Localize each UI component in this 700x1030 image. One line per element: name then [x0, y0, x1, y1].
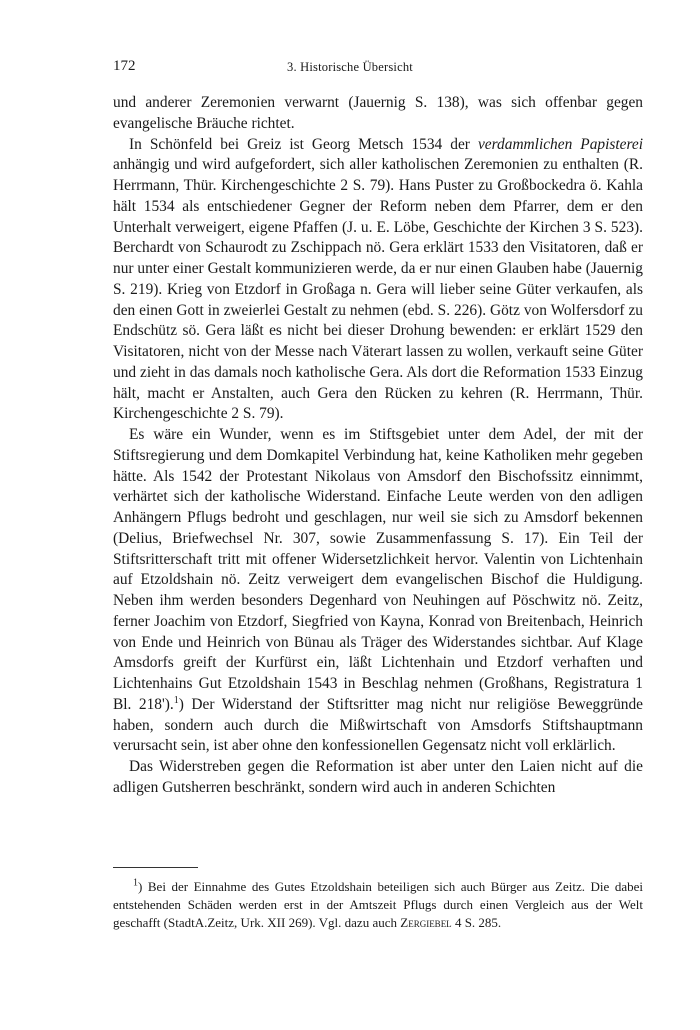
paragraph-2-italic: verdammlichen Papisterei	[477, 135, 643, 153]
footnote-text-b: 4 S. 285.	[451, 915, 502, 931]
paragraph-2	[113, 135, 643, 426]
running-head: 3. Historische Übersicht	[287, 60, 413, 74]
paragraph-4: Das Widerstreben gegen die Reformation ist aber unter den Laien nicht auf die adligen Gutsherren beschränkt, sondern wird auch in anderen Schichten	[113, 758, 643, 796]
paragraph-3-text-a: Es wäre ein Wunder, wenn es im Stiftsgebiet unter dem Adel, der mit der Stiftsregierung und dem Domkapitel Verbindung hat, keine Katholiken mehr gegeben hätte. Als 1542 der Protestant Nikolaus von Amsdorf den Bischofssitz einnimmt, verhärtet sich der katholische Widerstand. Einfache Leute werden von den adligen Anhängern Pflugs bedroht und geschlagen, nur weil sie sich zu Amsdorf bekennen (Delius, Briefwechsel Nr. 307, sowie Zusammenfassung S. 17). Ein Teil der Stiftsritterschaft tritt mit offener Widersetzlichkeit hervor. Valentin von Lichtenhain auf Etzoldshain nö. Zeitz verweigert dem evangelischen Bischof die Huldigung. Neben ihm werden besonders Degenhard von Neuhingen auf Pöschwitz nö. Zeitz, ferner Joachim von Etzdorf, Siegfried von Kayna, Konrad von Breitenbach, Heinrich von Ende und Heinrich von Bünau als Träger des Widerstandes sichtbar. Auf Klage Amsdorfs greift der Kurfürst ein, läßt Lichtenhain und Etzdorf verhaften und Lichtenhains Gut Etzoldshain 1543 in Beschlag nehmen (Großhans, Registratura 1 Bl. 218').	[113, 426, 643, 713]
footnote	[113, 878, 643, 933]
footnote-reference-paren: )	[178, 695, 184, 713]
paragraph-3-text-b: Der Widerstand der Stiftsritter mag nicht nur religiöse Beweggründe haben, sondern auch durch die Mißwirtschaft von Amsdorfs Stiftshauptmann verursacht sein, ist aber ohne den konfessionellen Gegensatz nicht voll erklärlich.	[113, 695, 643, 755]
page-number: 172	[113, 58, 136, 74]
footnote-rule	[113, 867, 198, 868]
footnote-author: Zergiebel	[400, 915, 452, 931]
footnote-text-a: Bei der Einnahme des Gutes Etzoldshain beteiligen sich auch Bürger aus Zeitz. Die dabei entstehenden Schäden werden erst in der Amtszeit Pflugs durch einen Vergleich aus der Welt geschafft (StadtA.Zeitz, Urk. XII 269). Vgl. dazu auch	[113, 879, 643, 931]
paragraph-3	[113, 425, 643, 757]
paragraph-2-text-a: In Schönfeld bei Greiz ist Georg Metsch 1534 der	[129, 135, 478, 153]
body-text	[113, 93, 643, 799]
footnote-marker-paren: )	[138, 879, 143, 894]
paragraph-1: und anderer Zeremonien verwarnt (Jauernig S. 138), was sich offenbar gegen evangelische Bräuche richtet.	[113, 94, 643, 132]
footnote-marker: 1	[133, 877, 138, 889]
paragraph-2-text-b: anhängig und wird aufgefordert, sich aller katholischen Zeremonien zu enthalten (R. Herrmann, Thür. Kirchengeschichte 2 S. 79). Hans Puster zu Großbockedra ö. Kahla hält 1534 als entschiedener Gegner der Reform neben dem Pfarrer, dem er den Unterhalt verweigert, eigene Pfaffen (J. u. E. Löbe, Geschichte der Kirchen 3 S. 523). Berchardt von Schaurodt zu Zschippach nö. Gera erklärt 1533 den Visitatoren, daß er nur unter einer Gestalt kommunizieren werde, da er nur einen Glauben habe (Jauernig S. 219). Krieg von Etzdorf in Großaga n. Gera will lieber seine Güter verkaufen, als den einen Gott in zweierlei Gestalt zu nehmen (ebd. S. 226). Götz von Wolfersdorf zu Endschütz sö. Gera läßt es nicht bei dieser Drohung bewenden: er erklärt 1529 den Visitatoren, nicht von der Messe nach Väterart lassen zu wollen, verkauft seine Güter und zieht in das damals noch katholische Gera. Als dort die Reformation 1533 Einzug hält, macht er Anstalten, auch Gera den Rücken zu kehren (R. Herrmann, Thür. Kirchengeschichte 2 S. 79).	[113, 156, 643, 423]
footnote-reference[interactable]: 1	[173, 694, 179, 706]
